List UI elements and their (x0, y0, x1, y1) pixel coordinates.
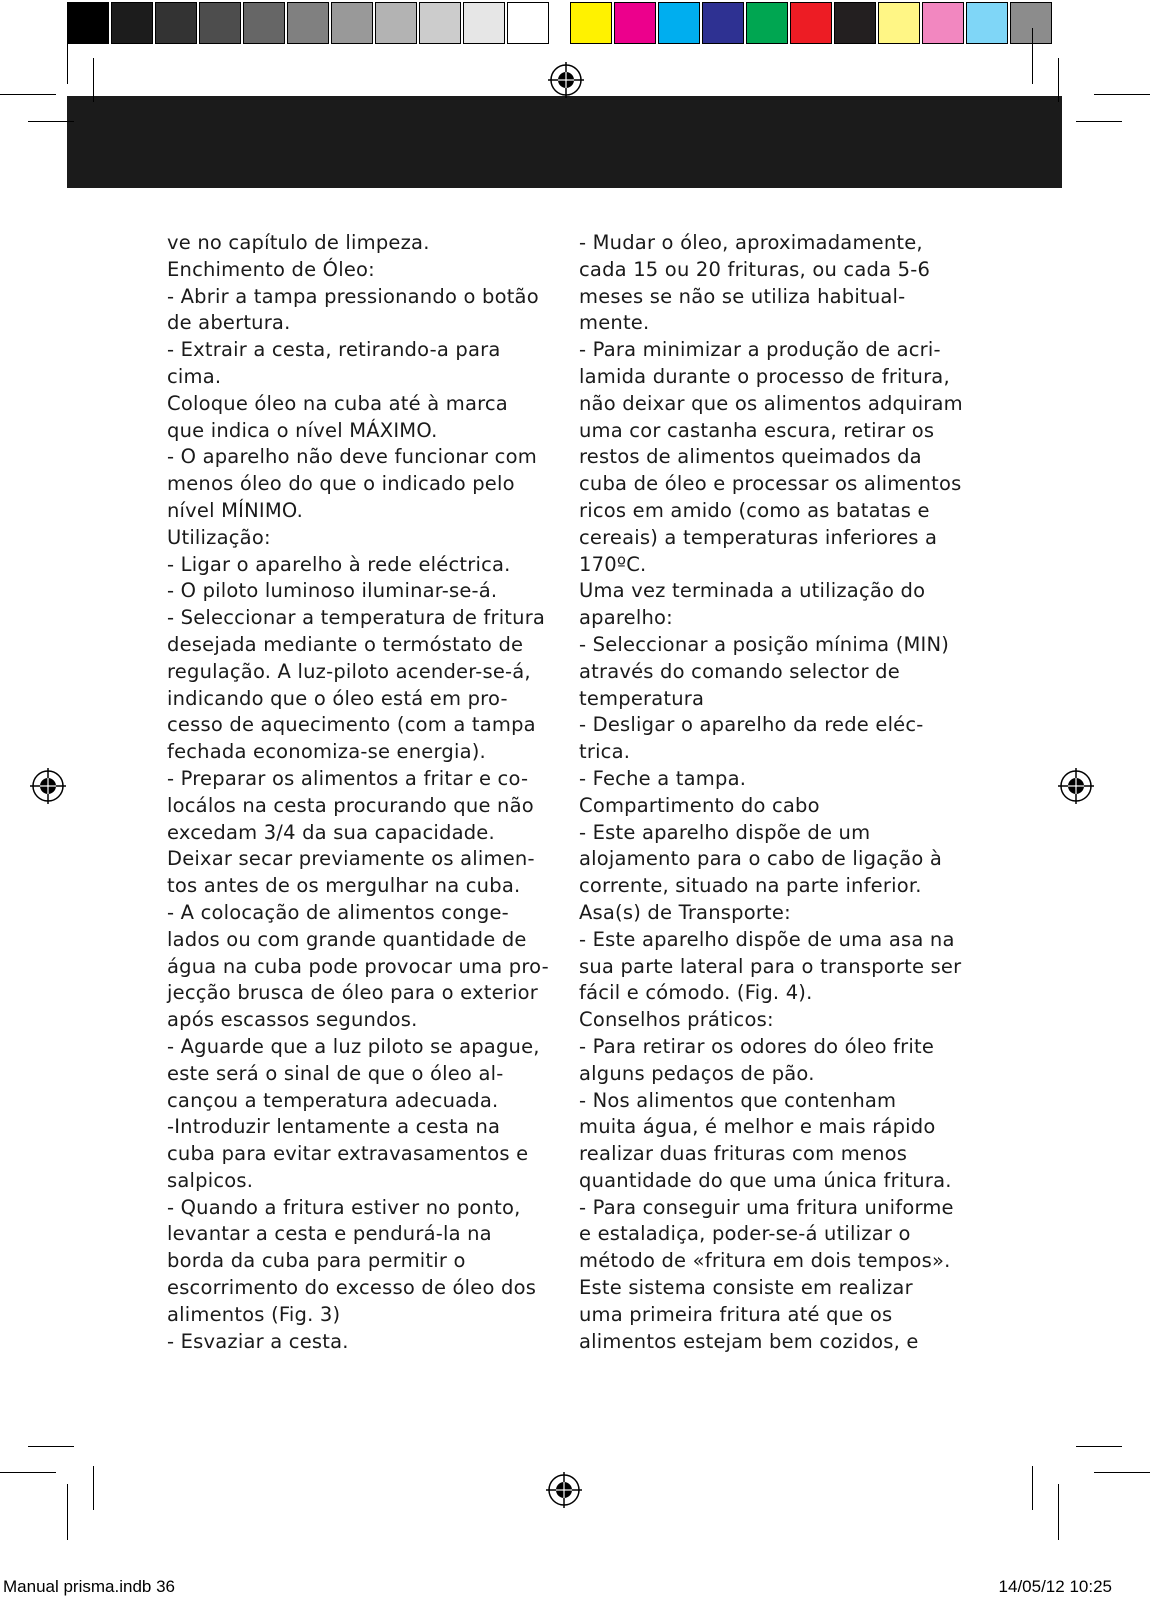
text-line: realizar duas frituras com menos (579, 1142, 908, 1166)
text-line: lamida durante o processo de fritura, (579, 364, 950, 388)
text-line: não deixar que os alimentos adquiram (579, 391, 963, 415)
text-line: - Esvaziar a cesta. (167, 1329, 349, 1353)
text-line: - Para conseguir uma fritura uniforme (579, 1195, 954, 1219)
color-swatch (463, 2, 505, 44)
text-line: método de «fritura em dois tempos». (579, 1249, 951, 1273)
color-swatch (702, 2, 744, 44)
text-line: alimentos (Fig. 3) (167, 1302, 341, 1326)
date-slug: 14/05/12 10:25 (998, 1577, 1112, 1596)
text-line: trica. (579, 740, 631, 764)
color-swatch (375, 2, 417, 44)
text-line: -Introduzir lentamente a cesta na (167, 1115, 501, 1139)
text-line: nível MÍNIMO. (167, 498, 304, 522)
text-line: que indica o nível MÁXIMO. (167, 418, 438, 442)
color-swatch (507, 2, 549, 44)
text-line: cuba para evitar extravasamentos e (167, 1142, 529, 1166)
grayscale-color-bar (67, 2, 551, 46)
text-line: - A colocação de alimentos conge- (167, 900, 509, 924)
text-line: Asa(s) de Transporte: (579, 900, 791, 924)
text-line: ricos em amido (como as batatas e (579, 498, 930, 522)
text-line: de abertura. (167, 311, 291, 335)
text-line: muita água, é melhor e mais rápido (579, 1115, 936, 1139)
text-line: - O aparelho não deve funcionar com (167, 445, 537, 469)
registration-mark-icon (548, 62, 584, 98)
text-line: Este sistema consiste em realizar (579, 1276, 913, 1300)
color-swatch (878, 2, 920, 44)
text-line: restos de alimentos queimados da (579, 445, 922, 469)
process-color-bar (570, 2, 1054, 46)
text-line: regulação. A luz-piloto acender-se-á, (167, 659, 531, 683)
text-line: cuba de óleo e processar os alimentos (579, 472, 962, 496)
text-line: excedam 3/4 da sua capacidade. (167, 820, 495, 844)
text-line: indicando que o óleo está em pro- (167, 686, 508, 710)
text-line: Utilização: (167, 525, 271, 549)
text-line: Deixar secar previamente os alimen- (167, 847, 535, 871)
text-line: cançou a temperatura adecuada. (167, 1088, 499, 1112)
color-swatch (790, 2, 832, 44)
text-line: meses se não se utiliza habitual- (579, 284, 906, 308)
registration-mark-icon (546, 1472, 582, 1508)
text-line: após escassos segundos. (167, 1008, 418, 1032)
color-swatch (1010, 2, 1052, 44)
text-line: - Seleccionar a posição mínima (MIN) (579, 632, 950, 656)
text-line: - Este aparelho dispõe de uma asa na (579, 927, 955, 951)
text-line: fechada economiza-se energia). (167, 740, 486, 764)
text-line: menos óleo do que o indicado pelo (167, 472, 515, 496)
text-line: Conselhos práticos: (579, 1008, 774, 1032)
text-line: alguns pedaços de pão. (579, 1061, 815, 1085)
text-line: - Este aparelho dispõe de um (579, 820, 871, 844)
right-text-column (579, 230, 963, 1355)
text-line: cima. (167, 364, 222, 388)
text-line: Enchimento de Óleo: (167, 257, 375, 281)
text-line: jecção brusca de óleo para o exterior (167, 981, 539, 1005)
text-line: - Mudar o óleo, aproximadamente, (579, 231, 923, 254)
text-line: corrente, situado na parte inferior. (579, 874, 922, 898)
text-line: tos antes de os mergulhar na cuba. (167, 874, 521, 898)
text-line: Uma vez terminada a utilização do (579, 579, 926, 603)
text-line: Coloque óleo na cuba até à marca (167, 391, 508, 415)
text-line: cereais) a temperaturas inferiores a (579, 525, 938, 549)
color-swatch (287, 2, 329, 44)
text-line: aparelho: (579, 606, 673, 630)
text-line: lados ou com grande quantidade de (167, 927, 527, 951)
text-line: - Abrir a tampa pressionando o botão (167, 284, 539, 308)
text-line: alojamento para o cabo de ligação à (579, 847, 943, 871)
text-line: escorrimento do excesso de óleo dos (167, 1276, 537, 1300)
text-line: - Aguarde que a luz piloto se apague, (167, 1034, 540, 1058)
color-swatch (614, 2, 656, 44)
text-line: - Desligar o aparelho da rede eléc- (579, 713, 924, 737)
text-line: temperatura (579, 686, 705, 710)
text-line: - Para retirar os odores do óleo frite (579, 1034, 935, 1058)
text-line: água na cuba pode provocar uma pro- (167, 954, 549, 978)
color-swatch (111, 2, 153, 44)
color-swatch (419, 2, 461, 44)
text-line: uma cor castanha escura, retirar os (579, 418, 935, 442)
text-line: sua parte lateral para o transporte ser (579, 954, 962, 978)
text-line: - Extrair a cesta, retirando-a para (167, 338, 501, 362)
text-line: - Seleccionar a temperatura de fritura (167, 606, 546, 630)
text-line: locálos na cesta procurando que não (167, 793, 534, 817)
left-text-column (167, 230, 547, 1355)
text-line: este será o sinal de que o óleo al- (167, 1061, 504, 1085)
color-swatch (67, 2, 109, 44)
text-line: uma primeira fritura até que os (579, 1302, 893, 1326)
text-line: desejada mediante o termóstato de (167, 632, 524, 656)
text-line: borda da cuba para permitir o (167, 1249, 466, 1273)
text-line: salpicos. (167, 1168, 254, 1192)
color-swatch (658, 2, 700, 44)
text-line: alimentos estejam bem cozidos, e (579, 1329, 919, 1353)
text-line: fácil e cómodo. (Fig. 4). (579, 981, 813, 1005)
registration-mark-icon (1058, 768, 1094, 804)
text-line: e estaladiça, poder-se-á utilizar o (579, 1222, 911, 1246)
color-swatch (243, 2, 285, 44)
text-line: - Ligar o aparelho à rede eléctrica. (167, 552, 511, 576)
text-line: - Preparar os alimentos a fritar e co- (167, 766, 529, 790)
color-swatch (331, 2, 373, 44)
header-bar (67, 96, 1062, 188)
text-line: - Feche a tampa. (579, 766, 747, 790)
color-swatch (966, 2, 1008, 44)
text-line: - Para minimizar a produção de acri- (579, 338, 941, 362)
color-swatch (155, 2, 197, 44)
text-line: - Quando a fritura estiver no ponto, (167, 1195, 521, 1219)
text-line: Compartimento do cabo (579, 793, 820, 817)
registration-mark-icon (30, 768, 66, 804)
text-line: cesso de aquecimento (com a tampa (167, 713, 536, 737)
text-line: cada 15 ou 20 frituras, ou cada 5-6 (579, 257, 931, 281)
text-line: quantidade do que uma única fritura. (579, 1168, 952, 1192)
color-swatch (746, 2, 788, 44)
file-slug: Manual prisma.indb 36 (3, 1577, 175, 1596)
color-swatch (834, 2, 876, 44)
text-line: mente. (579, 311, 650, 335)
color-swatch (570, 2, 612, 44)
text-line: levantar a cesta e pendurá-la na (167, 1222, 492, 1246)
color-swatch (199, 2, 241, 44)
text-line: - Nos alimentos que contenham (579, 1088, 897, 1112)
text-line: através do comando selector de (579, 659, 900, 683)
text-line: - O piloto luminoso iluminar-se-á. (167, 579, 498, 603)
color-swatch (922, 2, 964, 44)
text-line: ve no capítulo de limpeza. (167, 231, 430, 254)
text-line: 170ºC. (579, 552, 647, 576)
